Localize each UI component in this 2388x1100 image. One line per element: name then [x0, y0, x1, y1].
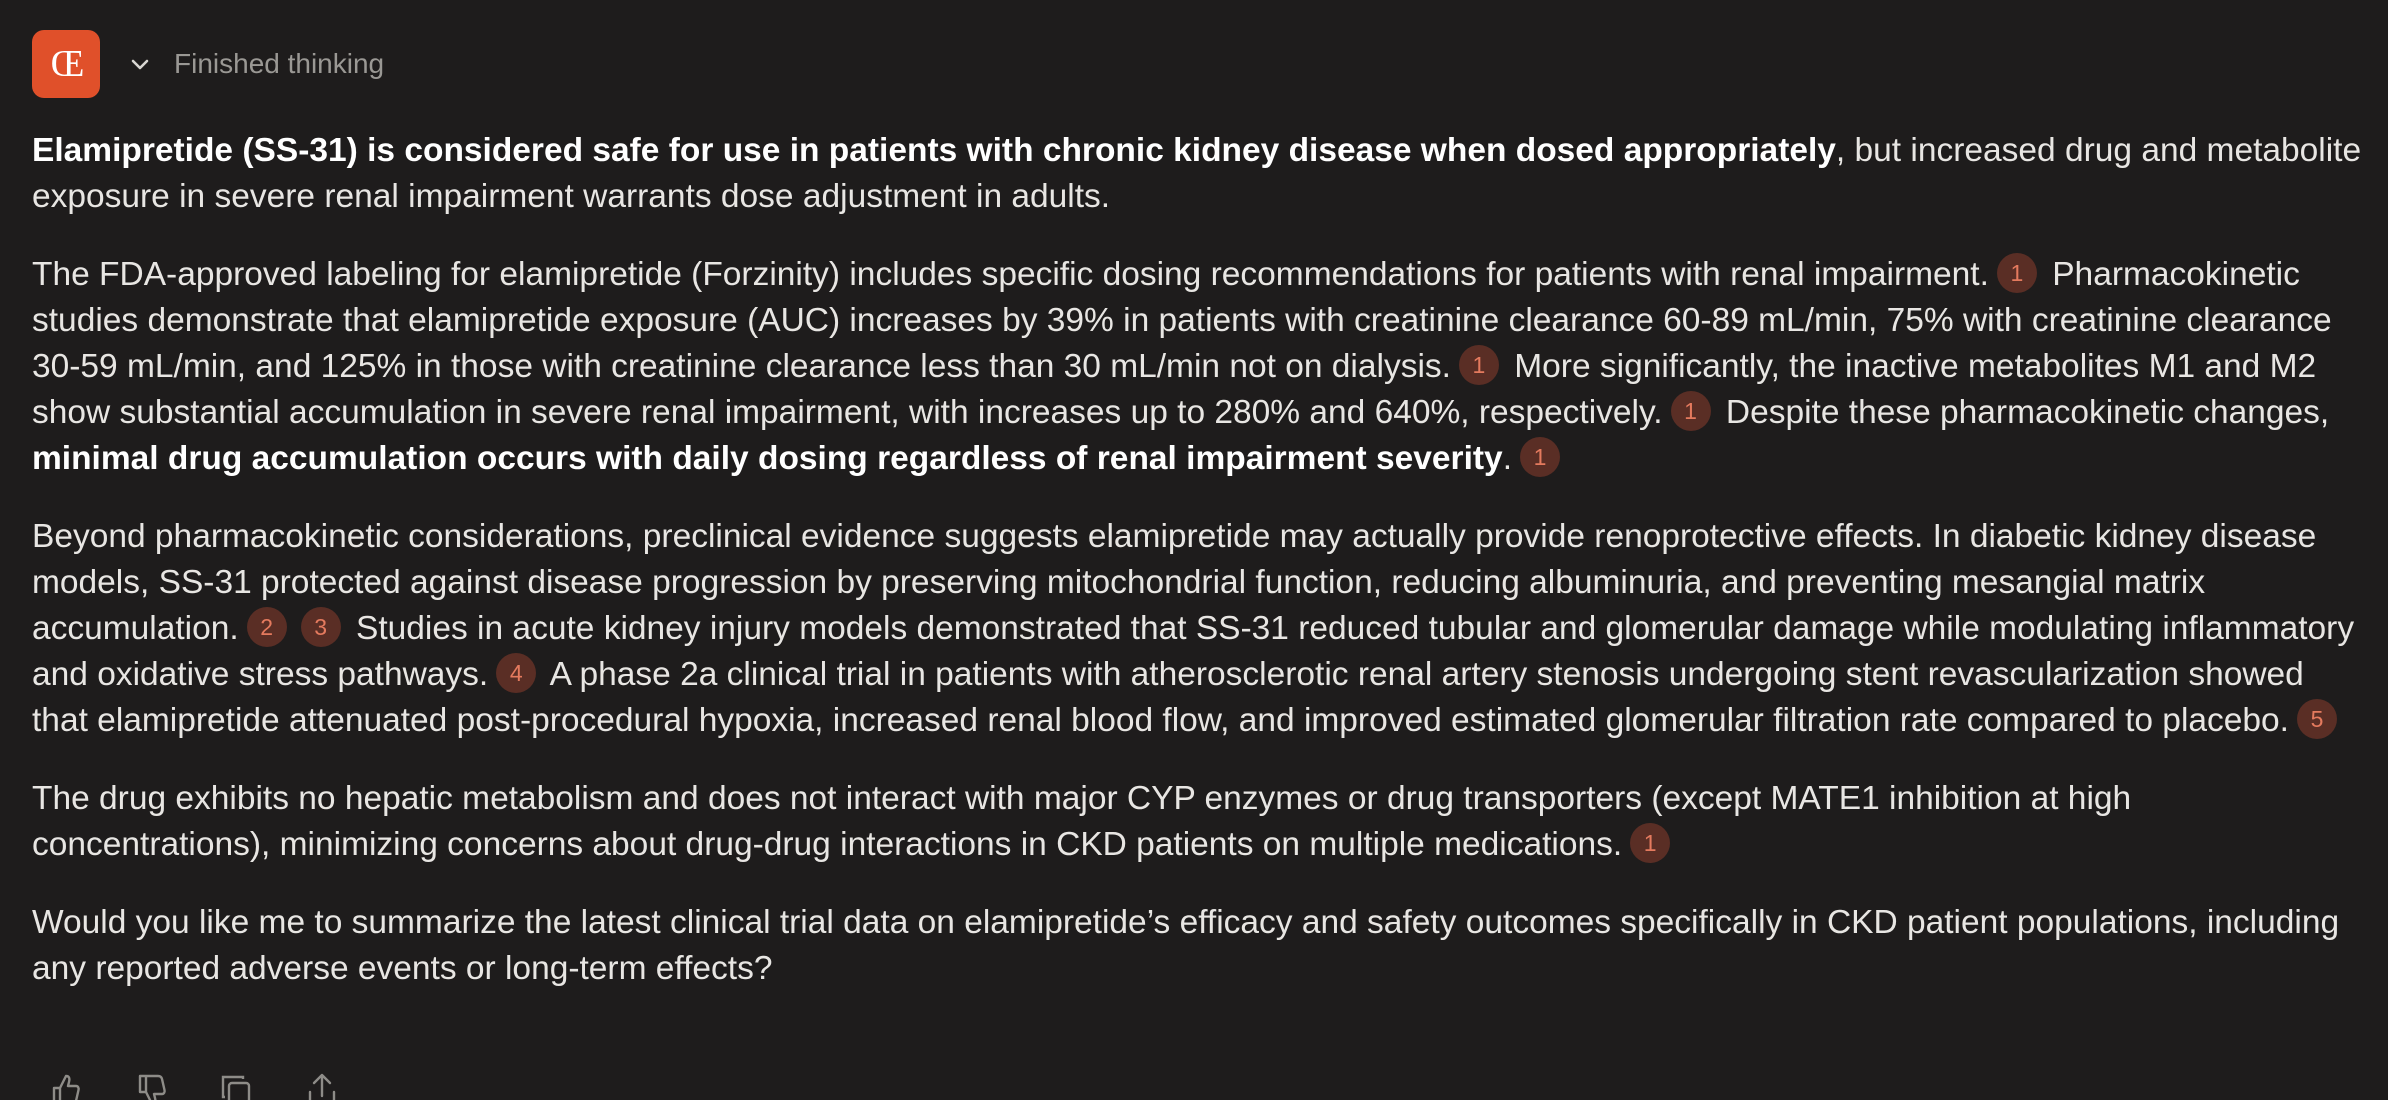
citation-badge[interactable]: 1 — [1997, 253, 2037, 293]
assistant-logo: Œ — [32, 30, 100, 98]
paragraph-pharmacokinetics — [32, 252, 2362, 482]
paragraph-followup-question — [32, 900, 2362, 992]
paragraph-interactions — [32, 776, 2362, 868]
pk-text-5: . — [1502, 440, 1512, 477]
interactions-text: The drug exhibits no hepatic metabolism and does not interact with major CYP enzymes or drug transporters (except MATE1 inhibition at high concentrations), minimizing concerns about drug-drug interactions in CKD patients on multiple medications. — [32, 780, 2132, 863]
citation-badge[interactable]: 3 — [301, 607, 341, 647]
citation-badge[interactable]: 1 — [1520, 437, 1560, 477]
preclinical-text-1: Beyond pharmacokinetic considerations, preclinical evidence suggests elamipretide may actually provide renoprotective effects. In diabetic kidney disease models, SS-31 protected against disease progression by preserving mitochondrial function, reducing albuminuria, and preventing mesangial matrix accumulation. — [32, 518, 2317, 647]
paragraph-summary — [32, 128, 2362, 220]
preclinical-text-2: Studies in acute kidney injury models demonstrated that SS-31 reduced tubular and glomerular damage while modulating inflammatory and oxidative stress pathways. — [32, 610, 2355, 693]
citation-badge[interactable]: 1 — [1459, 345, 1499, 385]
message-actions — [44, 1070, 342, 1100]
share-icon[interactable] — [302, 1070, 342, 1100]
pk-text-2: Pharmacokinetic studies demonstrate that elamipretide exposure (AUC) increases by 39% in patients with creatinine clearance 60-89 mL/min, 75% with creatinine clearance 30-59 mL/min, and 125% in those with creatinine clearance less than 30 mL/min not on dialysis. — [32, 256, 2332, 385]
thinking-status-label[interactable]: Finished thinking — [174, 48, 385, 79]
copy-button[interactable] — [216, 1070, 256, 1100]
copy-icon[interactable] — [216, 1070, 256, 1100]
pk-text-1: The FDA-approved labeling for elamipretide (Forzinity) includes specific dosing recommendations for patients with renal impairment. — [32, 256, 1989, 293]
thumbs-down-button[interactable] — [130, 1070, 170, 1100]
share-button[interactable] — [302, 1070, 342, 1100]
citation-badge[interactable]: 2 — [247, 607, 287, 647]
citation-badge[interactable]: 5 — [2297, 699, 2337, 739]
summary-bold-text: Elamipretide (SS-31) is considered safe for use in patients with chronic kidney disease when dosed appropriately — [32, 132, 1836, 169]
message-header — [32, 30, 384, 98]
thumbs-up-button[interactable] — [44, 1070, 84, 1100]
pk-bold-text: minimal drug accumulation occurs with daily dosing regardless of renal impairment severity — [32, 440, 1503, 477]
pk-text-3: More significantly, the inactive metabolites M1 and M2 show substantial accumulation in severe renal impairment, with increases up to 280% and 640%, respectively. — [32, 348, 2317, 431]
pk-text-4: Despite these pharmacokinetic changes, — [1716, 394, 2330, 431]
citation-badge[interactable]: 1 — [1671, 391, 1711, 431]
paragraph-preclinical — [32, 514, 2362, 744]
thumbs-up-icon[interactable] — [44, 1070, 84, 1100]
citation-badge[interactable]: 1 — [1630, 823, 1670, 863]
thumbs-down-icon[interactable] — [130, 1070, 170, 1100]
citation-badge[interactable]: 4 — [496, 653, 536, 693]
response-body — [32, 128, 2362, 1024]
preclinical-text-3: A phase 2a clinical trial in patients with atherosclerotic renal artery stenosis undergoing stent revascularization showed that elamipretide attenuated post-procedural hypoxia, increased renal blood flow, and improved estimated glomerular filtration rate compared to placebo. — [32, 656, 2304, 739]
chevron-down-icon[interactable] — [128, 52, 152, 76]
summary-text: , but increased drug and metabolite exposure in severe renal impairment warrants dose adjustment in adults. — [32, 132, 2362, 215]
thinking-toggle[interactable] — [128, 48, 384, 80]
followup-text: Would you like me to summarize the latest clinical trial data on elamipretide’s efficacy and safety outcomes specifically in CKD patient populations, including any reported adverse events or long-term effects? — [32, 904, 2340, 987]
